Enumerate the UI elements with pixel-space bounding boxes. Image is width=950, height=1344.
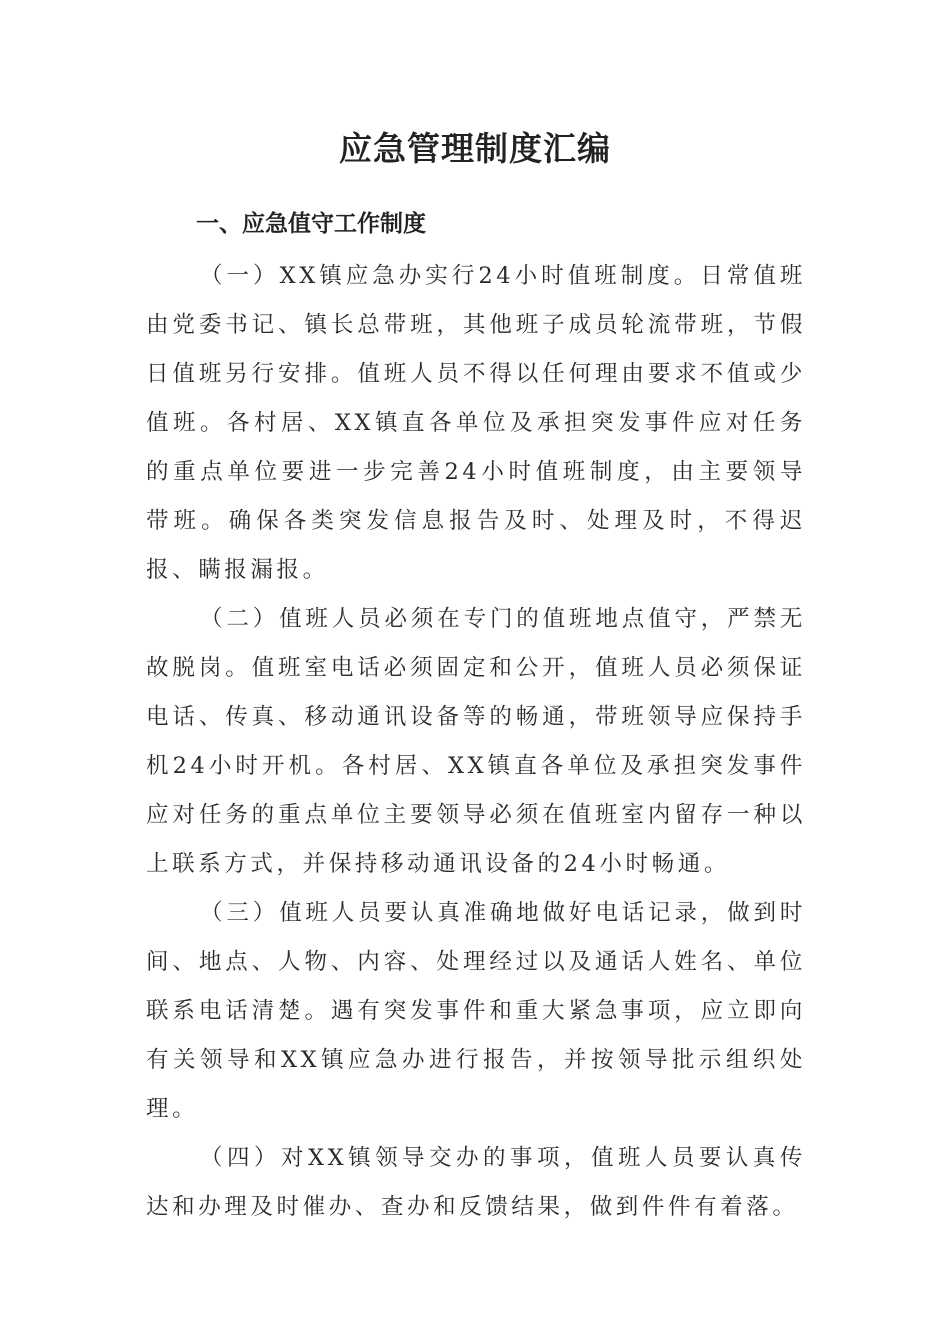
paragraph-2: （二）值班人员必须在专门的值班地点值守，严禁无故脱岗。值班室电话必须固定和公开，值班人员必须保证电话、传真、移动通讯设备等的畅通，带班领导应保持手机24小时开机。各村居、XX镇直各单位及承担突发事件应对任务的重点单位主要领导必须在值班室内留存一种以上联系方式，并保持移动通讯设备的24小时畅通。 bbox=[146, 606, 806, 877]
document-body bbox=[146, 252, 806, 1232]
section-heading: 一、应急值守工作制度 bbox=[196, 211, 426, 237]
paragraph-4: （四）对XX镇领导交办的事项，值班人员要认真传达和办理及时催办、查办和反馈结果，做到件件有着落。 bbox=[146, 1145, 806, 1220]
paragraph-1: （一）XX镇应急办实行24小时值班制度。日常值班由党委书记、镇长总带班，其他班子成员轮流带班，节假日值班另行安排。值班人员不得以任何理由要求不值或少值班。各村居、XX镇直各单位及承担突发事件应对任务的重点单位要进一步完善24小时值班制度，由主要领导带班。确保各类突发信息报告及时、处理及时，不得迟报、瞒报漏报。 bbox=[146, 263, 806, 583]
paragraph-3: （三）值班人员要认真准确地做好电话记录，做到时间、地点、人物、内容、处理经过以及通话人姓名、单位联系电话清楚。遇有突发事件和重大紧急事项，应立即向有关领导和XX镇应急办进行报告，并按领导批示组织处理。 bbox=[146, 900, 806, 1122]
document-title: 应急管理制度汇编 bbox=[339, 129, 611, 168]
